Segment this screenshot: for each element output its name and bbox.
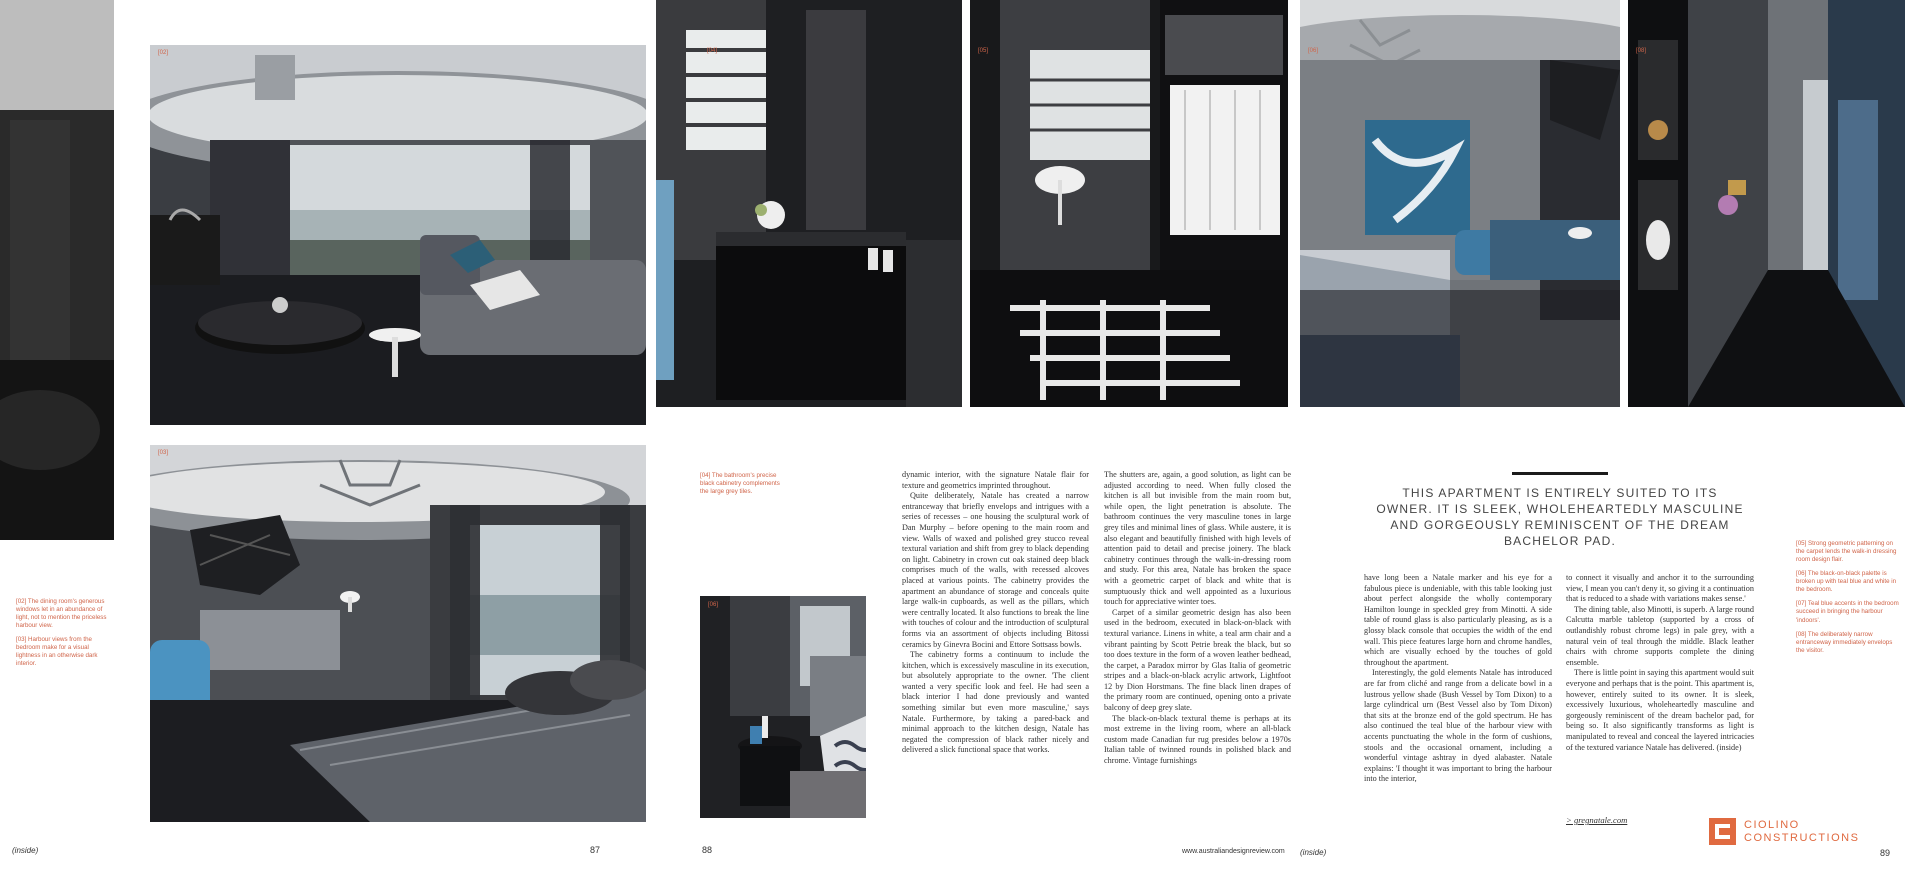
figure-tag-08: [08]: [1636, 48, 1647, 54]
figure-tag-02: [02]: [158, 50, 169, 56]
website-link[interactable]: > gregnatale.com: [1566, 815, 1628, 825]
caption-02: [02] The dining room's generous windows let in an abundance of light, not to mention the priceless harbour view.: [16, 598, 107, 630]
magazine-name-left: (inside): [12, 846, 39, 855]
figure-tag-05: [05]: [978, 48, 989, 54]
page-number-87: 87: [590, 845, 601, 855]
photo-bedroom: [150, 445, 646, 822]
figure-tag-04: [04]: [707, 48, 718, 54]
magazine-name-right: (inside): [1300, 848, 1327, 857]
paragraph: The cabinetry forms a continuum to include the kitchen, which is excessively masculine in its execution, but absolutely appropriate to the owner. 'The client wanted a very specific look and feel. He had seen a black interior I had done previously and wanted something similar but even more masculine,' says Natale. Furthermore, by taking a pared-back and minimal approach to the kitchen design, Natale has negated the compression of black rather nicely and delivered a slick functional space that works.: [902, 650, 1089, 755]
photo-dressing-room: [970, 0, 1288, 407]
caption-column-right: [1796, 540, 1900, 661]
paragraph: have long been a Natale marker and his eye for a fabulous piece is undeniable, with this table looking just about perfect alongside the wholly contemporary Hamilton lounge in speckled grey from Minotti. A side table of round glass is also particularly pleasing, as is a glossy black console that occupies the width of the end wall. This piece features large horn and chrome handles, which are visually echoed by the touches of gold throughout the apartment.: [1364, 573, 1552, 667]
photo-bedside: [700, 596, 866, 818]
page-number-88: 88: [702, 845, 713, 855]
photo-entranceway: [1628, 0, 1905, 407]
photo-bathroom: [656, 0, 962, 407]
logo-line-2: CONSTRUCTIONS: [1744, 832, 1860, 844]
paragraph: The black-on-black textural theme is perhaps at its most extreme in the living room, where an all-black custom made Canadian fur rug presides below a 1970s Italian table of twinned rounds in polished black and chrome. Vintage furnishings: [1104, 713, 1291, 766]
article-column-1: [902, 470, 1089, 826]
photo-teal-bedroom: [1300, 0, 1620, 407]
page-number-89: 89: [1880, 848, 1891, 858]
pull-quote: THIS APARTMENT IS ENTIRELY SUITED TO ITS OWNER. IT IS SLEEK, WHOLEHEARTEDLY MASCULINE AND GORGEOUSLY REMINISCENT OF THE DREAM BACHELOR PAD.: [1376, 486, 1744, 548]
paragraph: The shutters are, again, a good solution, as light can be adjusted according to need. When fully closed the kitchen is all but invisible from the main room but, while open, the light penetration is absolute. The bathroom continues the very masculine tones in large grey tiles and minimal lines of glass. While austere, it is also elegant and beautifully finished with high levels of attention paid to detail and precise joinery. The black cabinetry continues through the walk-in-dressing room and study. For this area, Natale has broken the space with a geometric carpet of black and white that is sumptuously thick and well appointed as a luxurious touch for appreciative winter toes.: [1104, 470, 1291, 607]
figure-tag-03: [03]: [158, 450, 169, 456]
footer-website: www.australiandesignreview.com: [1182, 848, 1285, 855]
ciolino-logo-mark: [1709, 818, 1736, 845]
caption-08: [08] The deliberately narrow entranceway immediately envelops the visitor.: [1796, 630, 1893, 654]
caption-03: [03] Harbour views from the bedroom make for a visual lightness in an otherwise dark interior.: [16, 636, 98, 668]
article-column-2: [1104, 470, 1291, 826]
caption-column-left: [16, 598, 108, 675]
paragraph: There is little point in saying this apartment would suit everyone and perhaps that is the point. This apartment is, however, entirely suited to its owner. It is sleek, excessively luxurious, wholeheartedly masculine and gorgeously reminiscent of the dream bachelor pad, for being so. It also significantly transforms as light is manipulated to reveal and conceal the layered intricacies of the textured variance Natale has delivered. (inside): [1566, 668, 1754, 752]
paragraph: Carpet of a similar geometric design has also been used in the bedroom, executed in black-on-black with textural variance. Linens in white, a teal arm chair and a vibrant painting by Scott Petrie break the black, but so too does texture in the form of a woven leather bedhead, the carpet, a Paradox mirror by Glas Italia of geometric stripes and a black-on-black acrylic artwork, Lightfoot 12 by Dion Horstmans. The fine black linen drapes of the primary room are continued, opening onto a private balcony of deep grey slate.: [1104, 607, 1291, 713]
photo-living-room: [150, 45, 646, 425]
paragraph: to connect it visually and anchor it to the surrounding view, I mean you can't deny it, so giving it a continuation that is reduced to a shade with variations makes sense.': [1566, 573, 1754, 604]
logo-line-1: CIOLINO: [1744, 819, 1800, 831]
paragraph: dynamic interior, with the signature Natale flair for texture and geometrics imprinted throughout.: [902, 470, 1089, 490]
article-column-3: [1364, 573, 1552, 826]
photo-partial-left: [0, 0, 114, 540]
article-column-4: [1566, 573, 1754, 798]
pull-quote-rule: [1512, 472, 1608, 475]
caption-04: [04] The bathroom's precise black cabinetry complements the large grey tiles.: [700, 472, 780, 496]
paragraph: The dining table, also Minotti, is superb. A large round Calcutta marble tabletop (supported by a cross of outlandishly robust chrome legs) in pale grey, with a natural vein of teal through the middle. Black leather chairs with chrome supports complete the dining ensemble.: [1566, 604, 1754, 667]
figure-tag-07: [06]: [708, 602, 719, 608]
paragraph: Quite deliberately, Natale has created a narrow entranceway that briefly envelops and intrigues with a series of recesses – one housing the sculptural work of Dan Murphy – before opening to the main room and view. Walls of waxed and polished grey stucco reveal textural variation and shift from grey to black depending on light. Cabinetry in crown cut oak stained deep black comprises much of the walls, with recessed alcoves placed at various points. The cabinetry provides the apartment an abundance of storage and conceals quite large walk-in cupboards, as well as the pillars, which were centrally located. It also functions to break the line with touches of colour and the introduction of sculptural forms via an assortment of objects including Bitossi ceramics by Ginevra Bocini and Ettore Sottsass bowls.: [902, 491, 1089, 649]
caption-07: [07] Teal blue accents in the bedroom succeed in bringing the harbour 'indoors'.: [1796, 600, 1899, 624]
figure-tag-06: [06]: [1308, 48, 1319, 54]
paragraph: Interestingly, the gold elements Natale has introduced are far from cliché and range from a delicate bowl in a lustrous yellow shade (Bush Vessel by Tom Dixon) to a large cylindrical urn (Best Vessel also by Tom Dixon) that sits at the bronze end of the gold spectrum. He has also continued the teal blue of the harbour view with accents punctuating the whole in the form of cushions, stools and the occasional ornament, including a wonderful vintage ashtray in dyed alabaster. Natale explains: 'I thought it was important to bring the harbour into the interior,: [1364, 668, 1552, 784]
caption-05: [05] Strong geometric patterning on the carpet lends the walk-in dressing room design flair.: [1796, 540, 1897, 564]
caption-06: [06] The black-on-black palette is broken up with teal blue and white in the bedroom.: [1796, 570, 1897, 594]
